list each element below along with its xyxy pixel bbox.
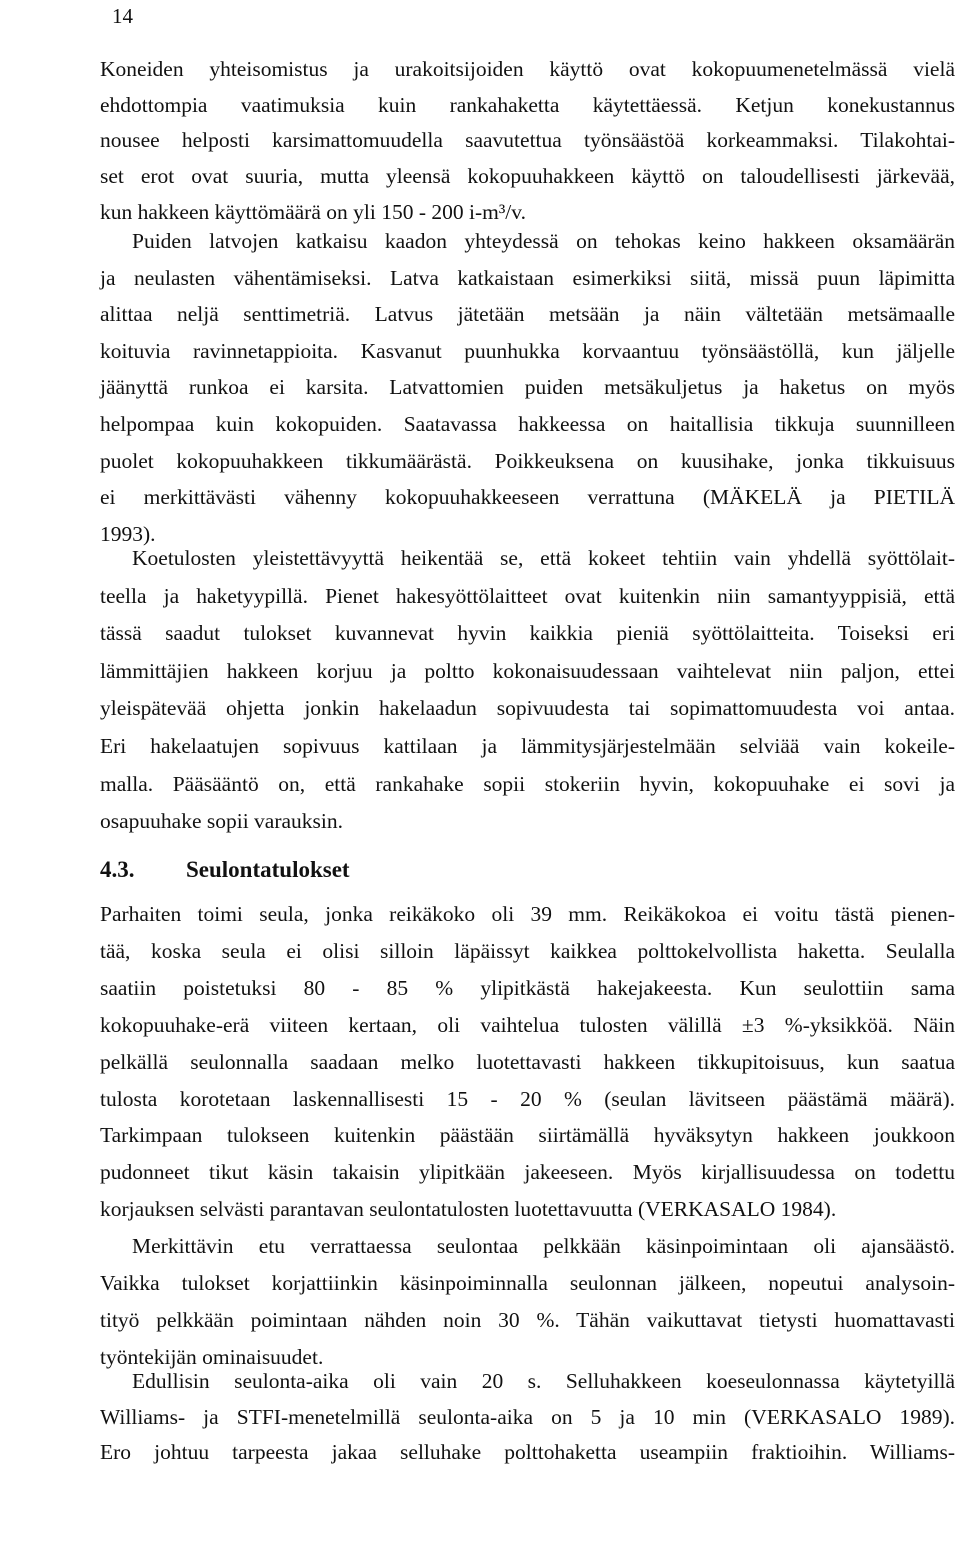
text-line: teella ja haketyypillä. Pienet hakesyöttölaitteet ovat kuitenkin niin samantyyppisiä, että bbox=[100, 583, 955, 608]
text-line: helpompaa kuin kokopuiden. Saatavassa hakkeessa on haitallisia tikkuja suunnilleen bbox=[100, 411, 955, 436]
text-line: jäänyttä runkoa ei karsita. Latvattomien puiden metsäkuljetus ja haketus on myös bbox=[100, 375, 955, 400]
text-line: pudonneet tikut käsin takaisin ylipitkään jakeeseen. Myös kirjallisuudessa on todettu bbox=[100, 1160, 955, 1185]
text-line: Koetulosten yleistettävyyttä heikentää se, että kokeet tehtiin vain yhdellä syöttölait- bbox=[132, 546, 955, 570]
text-line: Tarkimpaan tulokseen kuitenkin päästään siirtämällä hyväksytyn hakkeen joukkoon bbox=[100, 1123, 955, 1148]
text-line: osapuuhake sopii varauksin. bbox=[100, 809, 344, 834]
paragraph bbox=[100, 896, 955, 1376]
text-line: malla. Pääsääntö on, että rankahake sopii stokeriin hyvin, kokopuuhake ei sovi ja bbox=[100, 771, 955, 796]
text-line: set erot ovat suuria, mutta yleensä kokopuuhakkeen käyttö on taloudellisesti järkevää, bbox=[100, 164, 955, 189]
paragraph bbox=[100, 1364, 955, 1471]
section-title: Seulontatulokset bbox=[186, 857, 350, 882]
text-line: Ero johtuu tarpeesta jakaa selluhake polttohaketta useampiin fraktioihin. Williams- bbox=[100, 1440, 955, 1464]
text-line: nousee helposti karsimattomuudella saavutettua työnsäästöä korkeammaksi. Tilakohtai- bbox=[100, 128, 955, 153]
text-line: ehdottompia vaatimuksia kuin rankahaketta käytettäessä. Ketjun konekustannus bbox=[100, 92, 955, 117]
text-line: ei merkittävästi vähenny kokopuuhakkeeseen verrattuna (MÄKELÄ ja PIETILÄ bbox=[100, 485, 955, 510]
text-line: korjauksen selvästi parantavan seulontatulosten luotettavuutta (VERKASALO 1984). bbox=[100, 1197, 837, 1222]
text-line: ja neulasten vähentämiseksi. Latva katkaistaan esimerkiksi siitä, missä puun läpimitta bbox=[100, 265, 955, 290]
paragraph bbox=[100, 223, 955, 552]
text-line: Koneiden yhteisomistus ja urakoitsijoiden käyttö ovat kokopuumenetelmässä vielä bbox=[100, 57, 955, 81]
text-line: Puiden latvojen katkaisu kaadon yhteydessä on tehokas keino hakkeen oksamäärän bbox=[132, 229, 955, 253]
text-line: 1993). bbox=[100, 521, 156, 546]
text-line: pelkällä seulonnalla saadaan melko luotettavasti hakkeen tikkupitoisuus, kun saatua bbox=[100, 1049, 955, 1074]
text-line: lämmittäjien hakkeen korjuu ja poltto kokonaisuudessaan vaihtelevat niin paljon, ettei bbox=[100, 658, 955, 683]
text-line: koituvia ravinnetappioita. Kasvanut puunhukka korvaantuu työnsäästöllä, kun jäljelle bbox=[100, 338, 955, 363]
text-line: tää, koska seula ei olisi silloin läpäissyt kaikkea polttokelvollista haketta. Seulalla bbox=[100, 938, 955, 963]
text-line: kokopuuhake-erä viiteen kertaan, oli vaihtelua tulosten välillä ±3 %-yksikköä. Näin bbox=[100, 1012, 955, 1037]
text-line: puolet kokopuuhakkeen tikkumäärästä. Poikkeuksena on kuusihake, jonka tikkuisuus bbox=[100, 448, 955, 473]
text-line: tulosta korotetaan laskennallisesti 15 - 20 % (seulan lävitseen päästämä määrä). bbox=[100, 1086, 955, 1111]
section-heading bbox=[100, 855, 350, 885]
text-line: kun hakkeen käyttömäärä on yli 150 - 200 i-m³/v. bbox=[100, 199, 526, 224]
text-line: yleispätevää ohjetta jonkin hakelaadun sopivuudesta tai sopimattomuudesta voi antaa. bbox=[100, 696, 955, 721]
text-line: tässä saadut tulokset kuvannevat hyvin kaikkia pieniä syöttölaitteita. Toiseksi eri bbox=[100, 621, 955, 646]
text-line: saatiin poistetuksi 80 - 85 % ylipitkästä hakejakeesta. Kun seulottiin sama bbox=[100, 975, 955, 1000]
paragraph bbox=[100, 540, 955, 841]
section-number: 4.3. bbox=[100, 857, 135, 882]
text-line: tityö pelkkään poimintaan nähden noin 30 %. Tähän vaikuttavat tietysti huomattavasti bbox=[100, 1307, 955, 1332]
text-line: alittaa neljä senttimetriä. Latvus jätetään metsään ja näin vältetään metsämaalle bbox=[100, 302, 955, 327]
text-line: työntekijän ominaisuudet. bbox=[100, 1344, 324, 1369]
paragraph bbox=[100, 52, 955, 231]
text-line: Edullisin seulonta-aika oli vain 20 s. Selluhakkeen koeseulonnassa käytetyillä bbox=[132, 1369, 955, 1393]
text-line: Vaikka tulokset korjattiinkin käsinpoiminnalla seulonnan jälkeen, nopeutui analysoin- bbox=[100, 1271, 955, 1296]
page-number: 14 bbox=[112, 4, 133, 28]
text-line: Williams- ja STFI-menetelmillä seulonta-aika on 5 ja 10 min (VERKASALO 1989). bbox=[100, 1404, 955, 1429]
text-line: Eri hakelaatujen sopivuus kattilaan ja lämmitysjärjestelmään selviää vain kokeile- bbox=[100, 733, 955, 758]
text-line: Merkittävin etu verrattaessa seulontaa pelkkään käsinpoimintaan oli ajansäästö. bbox=[132, 1234, 955, 1259]
text-line: Parhaiten toimi seula, jonka reikäkoko oli 39 mm. Reikäkokoa ei voitu tästä pienen- bbox=[100, 902, 955, 926]
